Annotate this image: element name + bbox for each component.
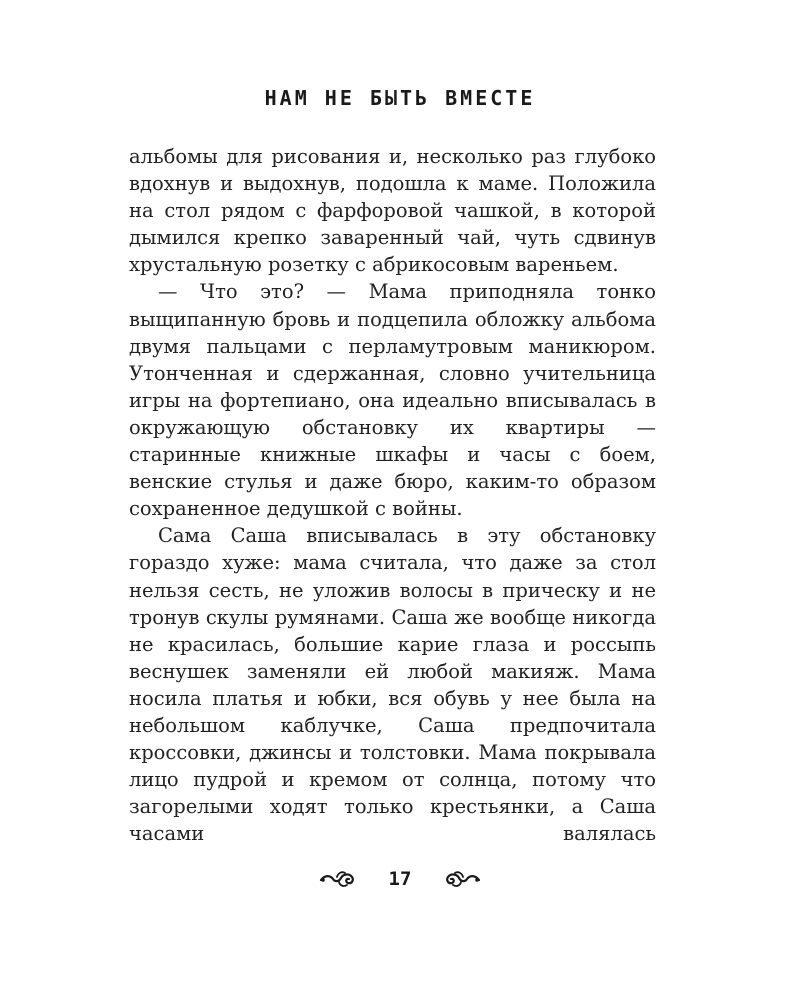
body-text bbox=[129, 143, 656, 847]
paragraph-2: — Что это? — Мама приподняла тонко выщипанную бровь и подцепила обложку альбома двумя пальцами с перламутровым маникюром. Утонченная и сдержанная, словно учительница игры на фортепиано, она идеально вписывалась в окружающую обстановку их квартиры — старинные книжные шкафы и часы с боем, венские стулья и даже бюро, каким-то образом сохраненное дедушкой с войны. bbox=[129, 280, 656, 521]
running-header-title: НАМ НЕ БЫТЬ ВМЕСТЕ bbox=[264, 86, 536, 110]
flourish-left-icon bbox=[319, 868, 355, 890]
page-number: 17 bbox=[388, 868, 412, 890]
paragraph-1: альбомы для рисования и, несколько раз глубоко вдохнув и выдохнув, подошла к маме. Положила на стол рядом с фарфоровой чашкой, в которой дымился крепко заваренный чай, чуть сдвинув хрустальную розетку с абрикосовым вареньем. bbox=[129, 145, 656, 277]
paragraph-3: Сама Саша вписывалась в эту обстановку гораздо хуже: мама считала, что даже за стол нельзя сесть, не уложив волосы в прическу и не тронув скулы румянами. Саша же вообще никогда не красилась, большие карие глаза и россыпь веснушек заменяли ей любой макияж. Мама носила платья и юбки, вся обувь у нее была на небольшом каблучке, Саша предпочитала кроссовки, джинсы и толстовки. Мама покрывала лицо пудрой и кремом от солнца, потому что загорелыми ходят только крестьянки, а Саша часами валялась bbox=[129, 524, 656, 846]
page-footer bbox=[0, 868, 800, 890]
flourish-right-icon bbox=[445, 868, 481, 890]
